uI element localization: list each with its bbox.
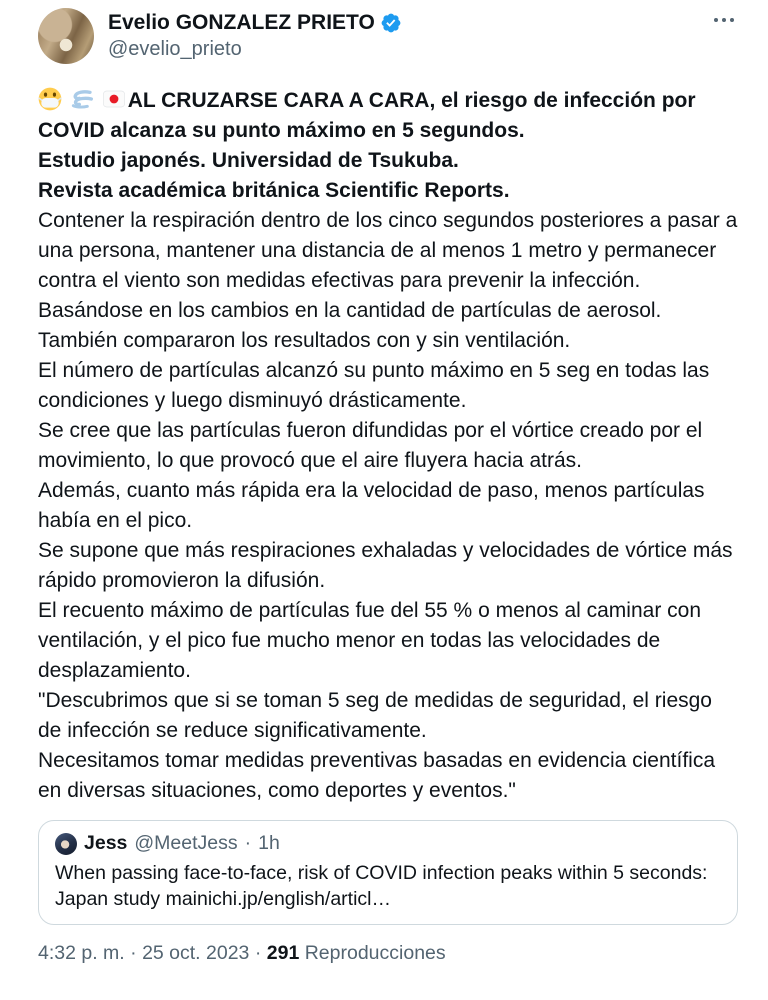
japan-flag-emoji: [102, 87, 126, 111]
views-label[interactable]: Reproducciones: [304, 942, 446, 964]
tweet-footer: [38, 942, 738, 965]
tweet-body-line: El número de partículas alcanzó su punto máximo en 5 seg en todas las condiciones y luego disminuyó drásticamente.: [38, 359, 710, 412]
tweet-body-line: Se cree que las partículas fueron difundidas por el vórtice creado por el movimiento, lo que provocó que el aire fluyera hacia atrás.: [38, 419, 703, 472]
tweet-date: 25 oct. 2023: [142, 942, 250, 964]
quoted-tweet-card[interactable]: [38, 820, 738, 925]
tweet-header: [38, 8, 738, 64]
more-menu-button[interactable]: [710, 8, 738, 32]
tweet-body-line: El recuento máximo de partículas fue del 55 % o menos al caminar con ventilación, y el pico fue mucho menor en todas las velocidades de desplazamiento.: [38, 599, 702, 682]
tweet-body-line: Necesitamos tomar medidas preventivas basadas en evidencia científica en diversas situaciones, como deportes y eventos.": [38, 749, 716, 802]
tweet-time: 4:32 p. m.: [38, 942, 125, 964]
quoted-author-handle[interactable]: @MeetJess: [134, 832, 238, 854]
tweet-line: [38, 86, 738, 146]
quoted-tweet-text: [55, 860, 725, 912]
quoted-text: When passing face-to-face, risk of COVID infection peaks within 5 seconds: Japan study: [55, 862, 708, 910]
tweet-body-line: Basándose en los cambios en la cantidad de partículas de aerosol.: [38, 299, 662, 322]
verified-badge-icon: [380, 12, 402, 34]
quoted-author-name[interactable]: Jess: [84, 832, 128, 854]
tweet-lead-text-1: AL CRUZARSE CARA A CARA, el riesgo de infección por COVID alcanza su punto máximo en 5 segundos.: [38, 89, 696, 142]
tweet-lead-text-2: Estudio japonés. Universidad de Tsukuba.: [38, 149, 459, 172]
footer-separator: ·: [130, 942, 137, 964]
author-handle[interactable]: @evelio_prieto: [108, 38, 242, 60]
quoted-link[interactable]: mainichi.jp/english/articl…: [165, 888, 391, 910]
author-block: [108, 8, 402, 62]
tweet-body-line: También compararon los resultados con y sin ventilación.: [38, 329, 571, 352]
quoted-timestamp: 1h: [258, 832, 280, 854]
face-with-medical-mask-emoji: [38, 87, 62, 111]
tweet-lead-text-3: Revista académica británica Scientific Reports.: [38, 179, 510, 202]
tweet-body-line: Además, cuanto más rápida era la velocidad de paso, menos partículas había en el pico.: [38, 479, 705, 532]
tweet-text: [38, 86, 738, 806]
tweet-body-line: Se supone que más respiraciones exhaladas y velocidades de vórtice más rápido promovieron la difusión.: [38, 539, 733, 592]
quoted-author-avatar[interactable]: [55, 833, 77, 855]
quoted-tweet-header: [55, 832, 725, 855]
dashing-away-emoji: [70, 87, 94, 111]
tweet-body-line: Contener la respiración dentro de los cinco segundos posteriores a pasar a una persona, mantener una distancia de al menos 1 metro y permanecer contra el viento son medidas efectivas para prevenir la infección.: [38, 209, 738, 292]
views-count[interactable]: 291: [266, 942, 300, 964]
footer-separator: ·: [254, 942, 262, 964]
quoted-separator: ·: [244, 832, 252, 854]
author-avatar[interactable]: [38, 8, 94, 64]
tweet-body-line: "Descubrimos que si se toman 5 seg de medidas de seguridad, el riesgo de infección se reduce significativamente.: [38, 689, 712, 742]
author-name[interactable]: Evelio GONZALEZ PRIETO: [108, 11, 375, 34]
